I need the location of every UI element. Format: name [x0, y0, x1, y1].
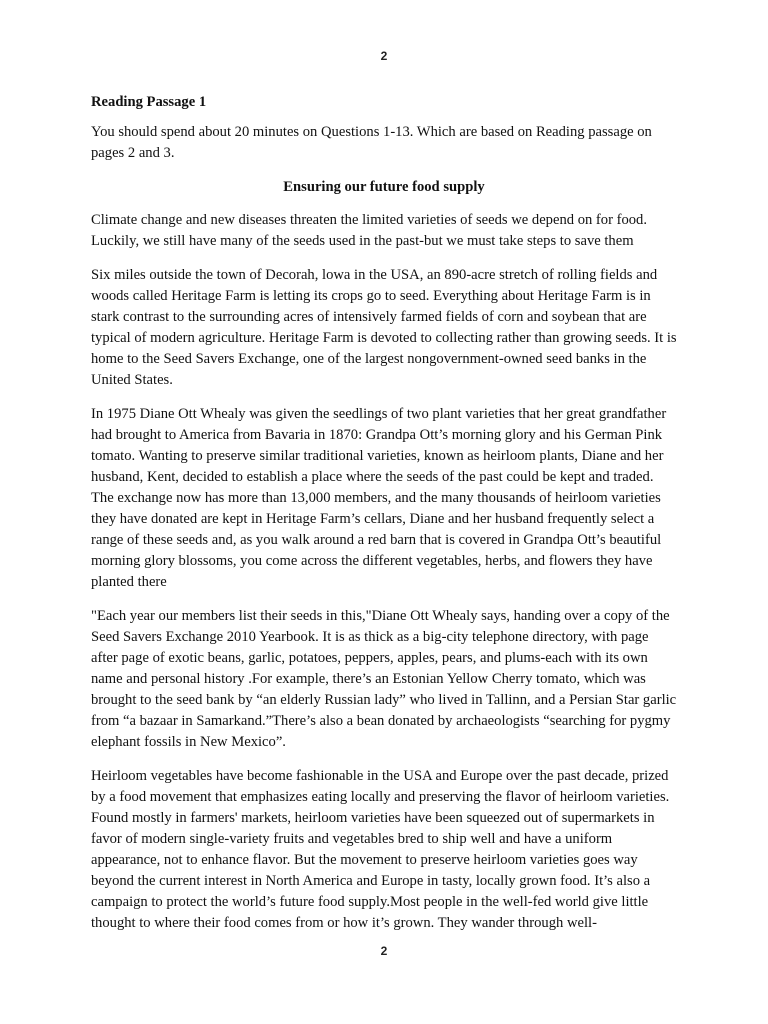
page-number-top: 2: [380, 49, 388, 63]
page-number-bottom: 2: [380, 944, 388, 958]
instructions-text: You should spend about 20 minutes on Questions 1-13. Which are based on Reading passage on pages 2 and 3.: [91, 124, 652, 161]
paragraph-1: Climate change and new diseases threaten the limited varieties of seeds we depend on for food. Luckily, we still have many of the seeds used in the past-but we must take steps to save them: [91, 212, 647, 249]
paragraph-5: Heirloom vegetables have become fashionable in the USA and Europe over the past decade, prized by a food movement that emphasizes eating locally and preserving the flavor of heirloom varieties. Found mostly in farmers' markets, heirloom varieties have been squeezed out of supermarkets in favor of modern single-variety fruits and vegetables bred to ship well and have a uniform appearance, not to enhance flavor. But the movement to preserve heirloom varieties goes way beyond the current interest in North America and Europe in tasty, locally grown food. It’s also a campaign to protect the world’s future food supply.Most people in the well-fed world give little thought to where their food comes from or how it’s grown. They wander through well-: [91, 768, 670, 931]
document-body: [91, 92, 677, 947]
paragraph-3: In 1975 Diane Ott Whealy was given the seedlings of two plant varieties that her great grandfather had brought to America from Bavaria in 1870: Grandpa Ott’s morning glory and his German Pink tomato. Wanting to preserve similar traditional varieties, known as heirloom plants, Diane and her husband, Kent, decided to establish a place where the seeds of the past could be kept and traded. The exchange now has more than 13,000 members, and the many thousands of heirloom varieties they have donated are kept in Heritage Farm’s cellars, Diane and her husband frequently select a range of these seeds and, as you walk around a red barn that is covered in Grandpa Ott’s beautiful morning glory blossoms, you come across the different vegetables, herbs, and flowers they have planted there: [91, 406, 667, 590]
paragraph-2: Six miles outside the town of Decorah, lowa in the USA, an 890-acre stretch of rolling fields and woods called Heritage Farm is letting its crops go to seed. Everything about Heritage Farm is in stark contrast to the surrounding acres of intensively farmed fields of corn and soybean that are typical of modern agriculture. Heritage Farm is devoted to collecting rather than growing seeds. It is home to the Seed Savers Exchange, one of the largest nongovernment-owned seed banks in the United States.: [91, 267, 677, 388]
paragraph-4: "Each year our members list their seeds in this,"Diane Ott Whealy says, handing over a copy of the Seed Savers Exchange 2010 Yearbook. It is as thick as a big-city telephone directory, with page after page of exotic beans, garlic, potatoes, peppers, apples, pears, and plums-each with its own name and personal history .For example, there’s an Estonian Yellow Cherry tomato, which was brought to the seed bank by “an elderly Russian lady” who lived in Tallinn, and a Persian Star garlic from “a bazaar in Samarkand.”There’s also a bean donated by archaeologists “searching for pygmy elephant fossils in New Mexico”.: [91, 608, 677, 750]
section-heading: Reading Passage 1: [91, 94, 207, 110]
passage-title: Ensuring our future food supply: [283, 179, 485, 195]
